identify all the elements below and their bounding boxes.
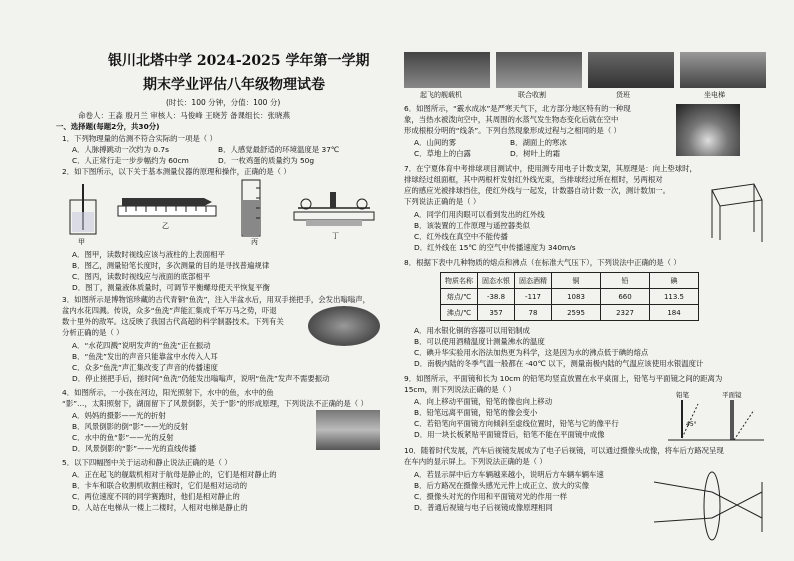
table-cell: 固态酒精 xyxy=(515,273,552,289)
q3-line3: 数十里外的敌军。这反映了我国古代高超的科学制器技术。下列有关 xyxy=(62,317,284,326)
q1-option-b[interactable]: B．人感觉最舒适的环境温度是 37℃ xyxy=(218,145,340,154)
table-cell: 78 xyxy=(515,305,552,321)
q7-line2: 排球经过组面框，其中两根杆发射红外线光束，当排球经过所在框时，另两根对 xyxy=(404,175,663,184)
q3-line1: 3．如图所示是博物馆珍藏的古代青铜“鱼洗”，注入半盆水后，用双手搓把手，会发出嗡嗡声， xyxy=(62,295,370,304)
q7-line3: 应的感应光被排球挡住，使红外线与一起发，计数器自动计数一次，测计数加一。 xyxy=(404,186,671,195)
table-cell: 碘 xyxy=(650,273,699,289)
angle-label: 45° xyxy=(686,421,697,428)
q1-stem: 1．下列物理量的估测不符合实际的一项是（ ） xyxy=(62,134,217,143)
time-score: (时长：100 分钟，分值：100 分) xyxy=(166,98,281,107)
carrier-jet-photo xyxy=(404,52,490,88)
exam-title-line1: 银川北塔中学 2024-2025 学年第一学期 xyxy=(108,53,370,69)
q7-option-a[interactable]: A．同学们用肉眼可以看到发出的红外线 xyxy=(414,210,545,219)
table-cell: 357 xyxy=(478,305,515,321)
q3-option-a[interactable]: A．“水花四溅”说明发声的“鱼洗”正在振动 xyxy=(72,341,211,350)
table-cell: 660 xyxy=(601,289,650,305)
table-cell: 固态水银 xyxy=(478,273,515,289)
q9-option-a[interactable]: A．向上移动平面镜，铅笔的像也向上移动 xyxy=(414,397,553,406)
graduated-cylinder-icon xyxy=(242,180,260,236)
q7-line1: 7．在宁夏体育中考排球项目测试中，使用测专用电子计数支架，其原理是：向上垫球时， xyxy=(404,164,697,173)
splash-ice-photo xyxy=(676,104,740,156)
right-column xyxy=(400,0,772,561)
q2-label-jia: 甲 xyxy=(78,238,85,246)
q7-frame-figure xyxy=(704,180,768,246)
q4-option-c[interactable]: C．水中的鱼“影”——光的反射 xyxy=(72,433,174,442)
balance-scale-icon xyxy=(294,192,374,226)
table-row xyxy=(441,305,699,321)
exam-title-line2: 期末学业评估八年级物理试卷 xyxy=(143,77,325,93)
q2-instruments-figure xyxy=(66,178,386,248)
staff-line: 命卷人：王淼 殷月兰 审核人：马俊峰 王晓芳 备课组长：张晓燕 xyxy=(78,111,291,120)
q3-option-c[interactable]: C．众多“鱼洗”声汇集改变了声音的传播速度 xyxy=(72,363,218,372)
q7-option-d[interactable]: D．红外线在 15℃ 的空气中传播速度为 340m/s xyxy=(414,243,576,252)
q1-option-a[interactable]: A．人脉搏跳动一次约为 0.7s xyxy=(72,145,169,154)
lake-reflection-photo xyxy=(316,410,380,450)
q6-option-b[interactable]: B．湖面上的寒冰 xyxy=(510,138,567,147)
table-cell: 熔点/℃ xyxy=(441,289,478,305)
q7-option-b[interactable]: B．该装置的工作原理与遥控器类似 xyxy=(414,221,530,230)
thermometer-beaker-icon xyxy=(70,184,96,234)
q2-label-ding: 丁 xyxy=(332,232,339,240)
q9-option-d[interactable]: D．用一块长板紧贴平面镜背后，铅笔不能在平面镜中成像 xyxy=(414,430,605,439)
ruler-pencil-icon xyxy=(118,198,216,216)
q8-option-d[interactable]: D．南极内陆的冬季气温一般都在 -40℃ 以下，测量南极内陆的气温应该使用水银温度计 xyxy=(414,359,704,368)
q5-caption-1: 起飞的舰载机 xyxy=(420,91,462,99)
q1-option-d[interactable]: D．一枚鸡蛋的质量约为 50g xyxy=(218,156,315,165)
q2-option-c[interactable]: C．图丙，读数时视线应与液面的底部相平 xyxy=(72,272,211,281)
table-cell: 铅 xyxy=(601,273,650,289)
q6-line2: 象，当热水被泼向空中，其周围的水蒸气发生物态变化后就在空中 xyxy=(404,115,619,124)
harvester-photo xyxy=(496,52,582,88)
table-cell: 2327 xyxy=(601,305,650,321)
q5-caption-4: 坐电梯 xyxy=(704,91,725,99)
q8-option-a[interactable]: A．用水银化铜的容器可以用铝制成 xyxy=(414,326,530,335)
table-cell: -117 xyxy=(515,289,552,305)
runners-photo xyxy=(588,52,674,88)
q5-caption-2: 联合收割 xyxy=(518,91,546,99)
q10-option-b[interactable]: B．后方路况在摄像头感光元件上成正立、放大的实像 xyxy=(414,481,590,490)
q6-option-d[interactable]: D．树叶上的霜 xyxy=(510,149,561,158)
table-cell: 184 xyxy=(650,305,699,321)
q5-stem: 5．以下四幅图中关于运动和静止说法正确的是（ ） xyxy=(62,458,232,467)
q8-option-b[interactable]: B．可以使用酒精温度计测量沸水的温度 xyxy=(414,337,545,346)
q7-line4: 下列说法正确的是（ ） xyxy=(404,197,481,206)
q10-option-c[interactable]: C．摄像头对光的作用和平面镜对光的作用一样 xyxy=(414,492,567,501)
table-cell: 物质名称 xyxy=(441,273,478,289)
q6-option-c[interactable]: C．草地上的白露 xyxy=(414,149,471,158)
q6-line3: 形成根根分明的“线条”。下列自然现象形成过程与之相同的是（ ） xyxy=(404,126,621,135)
q6-option-a[interactable]: A．山间的雾 xyxy=(414,138,457,147)
q4-option-a[interactable]: A．妈妈的摄影——光的折射 xyxy=(72,411,166,420)
q5-option-c[interactable]: C．两位速度不同的同学赛跑时，他们是相对静止的 xyxy=(72,492,240,501)
section-title: 一、选择题(每题2分，共30分) xyxy=(56,122,160,131)
table-cell: 2595 xyxy=(552,305,601,321)
q2-option-d[interactable]: D．图丁，测量液体质量时，可调节平衡螺母使天平恢复平衡 xyxy=(72,283,270,292)
q9-option-c[interactable]: C．若铅笔向平面镜方向倾斜至虚线位置时，铅笔与它的像平行 xyxy=(414,419,619,428)
q1-option-c[interactable]: C．人正常行走一步步幅约为 60cm xyxy=(72,156,189,165)
q2-stem: 2．如下图所示，以下关于基本测量仪器的原理和操作，正确的是（ ） xyxy=(62,167,291,176)
q9-mirror-figure xyxy=(664,388,768,450)
table-cell: 113.5 xyxy=(650,289,699,305)
table-header-row xyxy=(441,273,699,289)
q5-option-d[interactable]: D．人站在电梯从一楼上二楼时，人相对电梯是静止的 xyxy=(72,503,248,512)
q9-line2: 15cm，则下列说法正确的是（ ） xyxy=(404,385,516,394)
q10-line2: 在车内的显示屏上。下列说法正确的是（ ） xyxy=(404,457,547,466)
q9-option-b[interactable]: B．铅笔远离平面镜，铅笔的像会变小 xyxy=(414,408,538,417)
q3-line4: 分析正确的是（ ） xyxy=(62,328,124,337)
left-column xyxy=(48,0,388,561)
q10-line1: 10．随着时代发展，汽车后视镜发展成为了电子后视镜，可以通过摄像头成像，将车后方路况呈现 xyxy=(404,446,724,455)
q3-option-b[interactable]: B．“鱼洗”发出的声音只能靠盆中水传入人耳 xyxy=(72,352,218,361)
table-cell: 铜 xyxy=(552,273,601,289)
fish-basin-photo xyxy=(308,306,380,346)
mirror-label: 平面镜 xyxy=(722,391,742,399)
table-row xyxy=(441,289,699,305)
q9-line1: 9．如图所示，平面镜和长为 10cm 的铅笔均竖直放置在水平桌面上，铅笔与平面镜之间的距离为 xyxy=(404,374,723,383)
pencil-label: 铅笔 xyxy=(676,391,689,399)
q7-option-c[interactable]: C．红外线在真空中不能传播 xyxy=(414,232,508,241)
q8-option-c[interactable]: C．碘升华实验用水浴法加热更为科学，这是因为水的沸点低于碘的熔点 xyxy=(414,348,649,357)
q4-line1: 4．如图所示，一小孩在河边，阳光照射下，水中的鱼，水中的鱼 xyxy=(62,388,274,397)
melting-boiling-table xyxy=(440,272,699,321)
q2-option-b[interactable]: B．图乙，测量铅笔长度时，多次测量的目的是寻找普遍规律 xyxy=(72,261,270,270)
escalator-photo xyxy=(680,52,766,88)
q10-lens-figure xyxy=(650,462,768,554)
q10-option-d[interactable]: D．普通后视镜与电子后视镜成像原理相同 xyxy=(414,503,553,512)
q10-option-a[interactable]: A．若显示屏中后方车辆越来越小，说明后方车辆车辆车速 xyxy=(414,470,604,479)
q5-option-a[interactable]: A．正在起飞的舰载机相对于航母是静止的，它们是相对静止的 xyxy=(72,470,277,479)
q4-option-d[interactable]: D．风景倒影的“影”——光的直线传播 xyxy=(72,444,197,453)
q2-label-yi: 乙 xyxy=(162,222,169,230)
q3-line2: 盆内水花四溅。传说，众多“鱼洗”声能汇集成千军万马之势，吓退 xyxy=(62,306,277,315)
q5-option-b[interactable]: B．卡车和联合收割机收割庄稼时，它们是相对运动的 xyxy=(72,481,248,490)
q4-option-b[interactable]: B．风景倒影的倒“影”——光的反射 xyxy=(72,422,189,431)
q4-line2: “影”…，太阳照射下，湖面留下了风景倒影，关于“影”的形成原理，下列说法不正确的是（ ） xyxy=(62,399,368,408)
q2-label-bing: 丙 xyxy=(251,238,258,246)
q3-option-d[interactable]: D．停止搓把手后，搓时间“鱼洗”仍能发出嗡嗡声，说明“鱼洗”发声不需要振动 xyxy=(72,374,330,383)
q5-caption-3: 货班 xyxy=(616,91,630,99)
q6-line1: 6．如图所示，“霰水成冰”是严寒天气下，北方部分地区特有的一种现 xyxy=(404,104,631,113)
table-cell: 沸点/℃ xyxy=(441,305,478,321)
table-cell: 1083 xyxy=(552,289,601,305)
q2-option-a[interactable]: A．图甲，读数时视线应该与液柱的上表面相平 xyxy=(72,250,225,259)
q8-stem: 8．根据下表中几种物质的熔点和沸点（在标准大气压下），下列说法中正确的是（ ） xyxy=(404,258,681,267)
table-cell: -38.8 xyxy=(478,289,515,305)
